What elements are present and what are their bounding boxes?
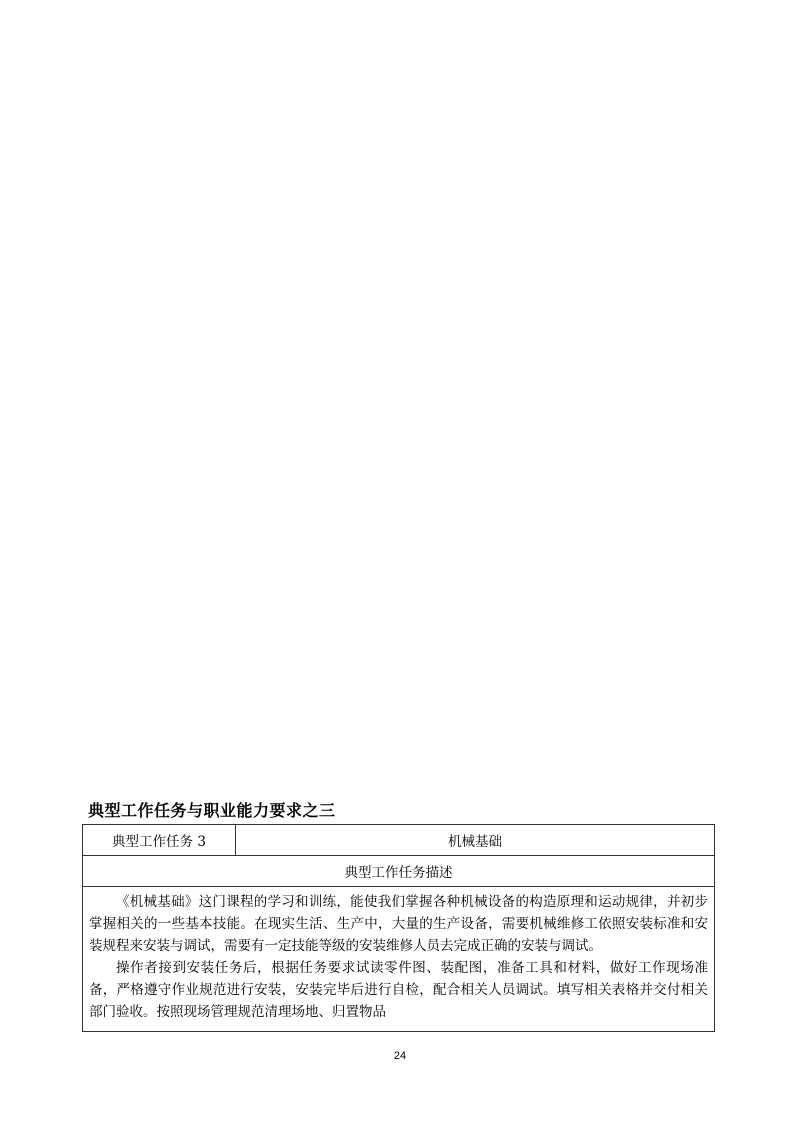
page-number: 24 <box>393 1050 407 1062</box>
description-body-row <box>83 887 715 1032</box>
task-row <box>83 825 715 856</box>
task-label-cell: 典型工作任务 3 <box>83 825 236 856</box>
section-title: 典型工作任务与职业能力要求之三 <box>88 801 336 820</box>
description-header-row <box>83 856 715 887</box>
description-paragraph-1: 《机械基础》这门课程的学习和训练，能使我们掌握各种机械设备的构造原理和运动规律，并初步掌握相关的一些基本技能。在现实生活、生产中，大量的生产设备，需要机械维修工依照安装标准和安装规程来安装与调试，需要有一定技能等级的安装维修人员去完成正确的安装与调试。 <box>89 894 708 954</box>
task-value-cell: 机械基础 <box>236 825 715 856</box>
description-body <box>83 887 715 1032</box>
description-paragraph-2: 操作者接到安装任务后，根据任务要求试读零件图、装配图，准备工具和材料，做好工作现场准备，严格遵守作业规范进行安装，安装完毕后进行自检，配合相关人员调试。填写相关表格并交付相关部门验收。按照现场管理规范清理场地、归置物品 <box>89 960 708 1020</box>
task-table <box>82 824 715 1032</box>
description-header: 典型工作任务描述 <box>83 856 715 887</box>
